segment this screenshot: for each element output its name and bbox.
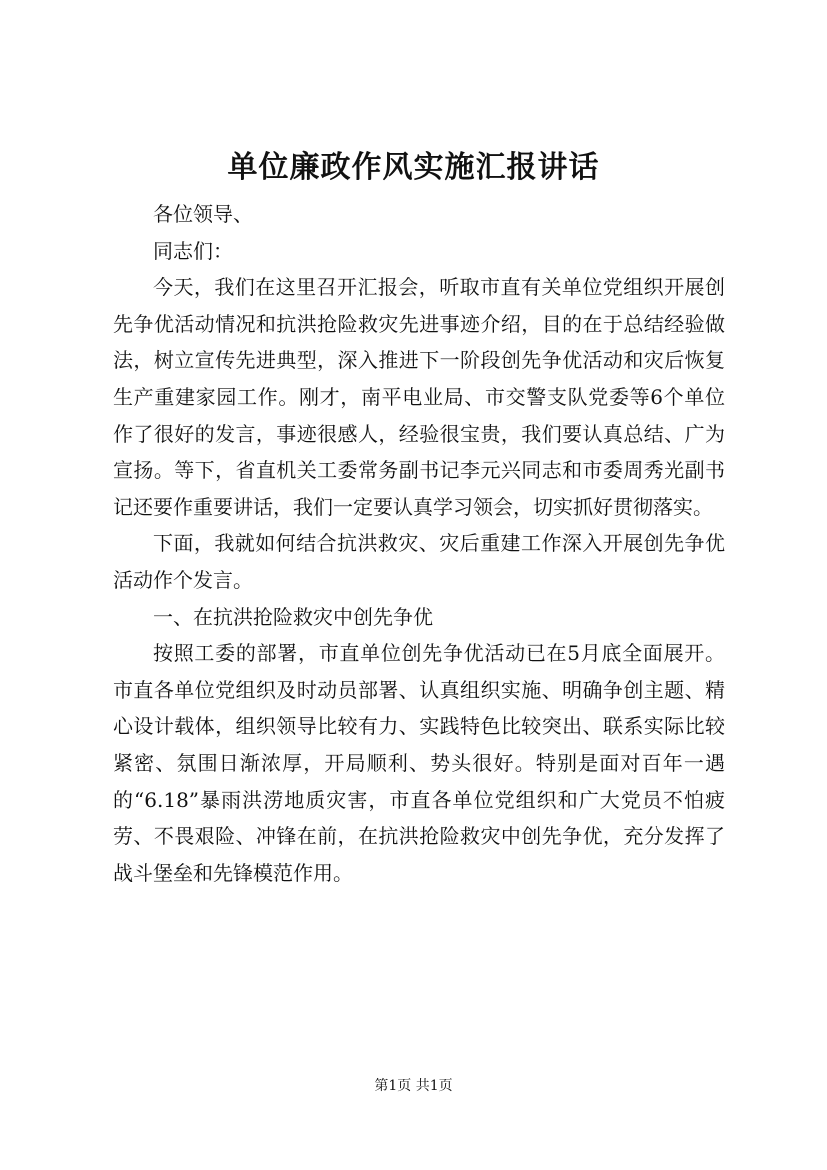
paragraph-intro: 下面，我就如何结合抗洪救灾、灾后重建工作深入开展创先争优活动作个发言。 <box>113 531 725 592</box>
page-footer: 第1页 共1页 <box>374 1078 453 1094</box>
document-body <box>113 196 725 891</box>
salutation-comrades: 同志们： <box>153 238 233 263</box>
paragraph-opening: 今天，我们在这里召开汇报会，听取市直有关单位党组织开展创先争优活动情况和抗洪抢险救灾先进事迹介绍，目的在于总结经验做法，树立宣传先进典型，深入推进下一阶段创先争优活动和灾后恢复生产重建家园工作。刚才，南平电业局、市交警支队党委等6个单位作了很好的发言，事迹很感人，经验很宝贵，我们要认真总结、广为宣扬。等下，省直机关工委常务副书记李元兴同志和市委周秀光副书记还要作重要讲话，我们一定要认真学习领会，切实抓好贯彻落实。 <box>113 275 725 519</box>
document-title: 单位廉政作风实施汇报讲话 <box>227 150 600 185</box>
salutation-leaders: 各位领导、 <box>153 202 253 226</box>
paragraph-section-1: 按照工委的部署，市直单位创先争优活动已在5月底全面展开。市直各单位党组织及时动员部署、认真组织实施、明确争创主题、精心设计载体，组织领导比较有力、实践特色比较突出、联系实际比较紧密、氛围日渐浓厚，开局顺利、势头很好。特别是面对百年一遇的“6.18”暴雨洪涝地质灾害，市直各单位党组织和广大党员不怕疲劳、不畏艰险、冲锋在前，在抗洪抢险救灾中创先争优，充分发挥了战斗堡垒和先锋模范作用。 <box>113 641 725 885</box>
section-heading-1: 一、在抗洪抢险救灾中创先争优 <box>153 604 433 629</box>
